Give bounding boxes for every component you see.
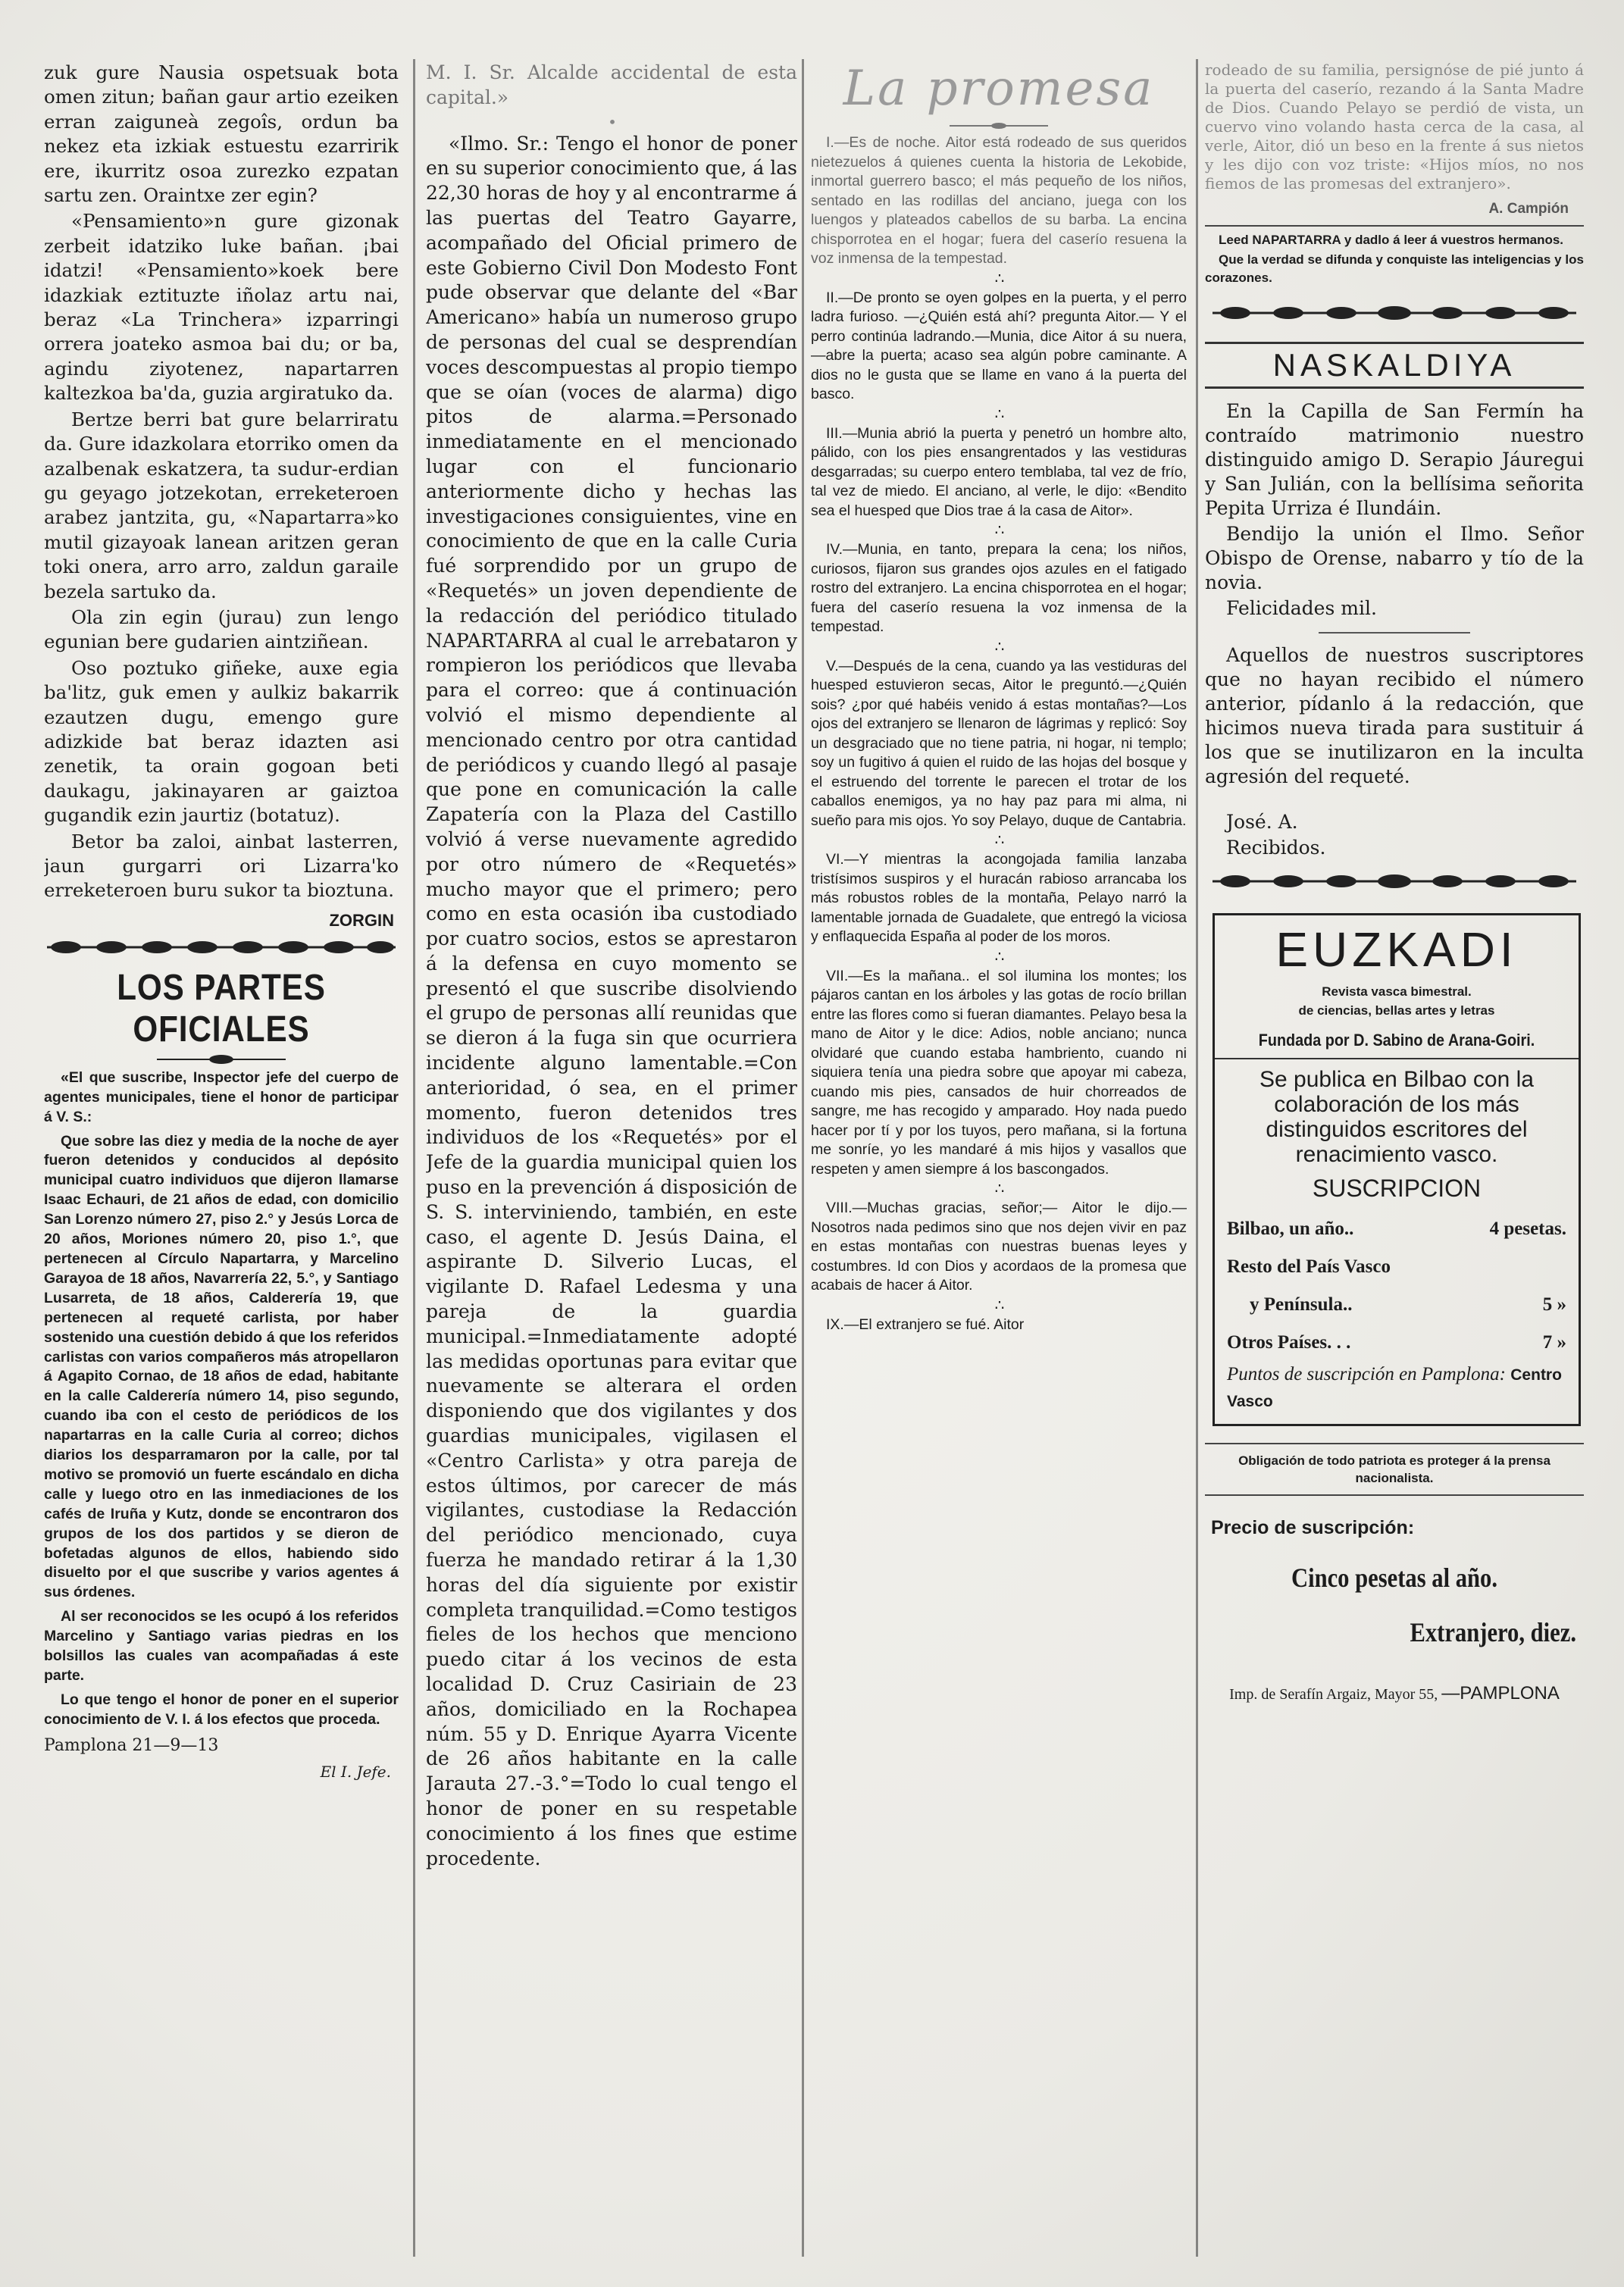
price-value: 5 »	[1542, 1294, 1566, 1315]
column-3	[811, 61, 1187, 2257]
letter-heading: M. I. Sr. Alcalde accidental de esta capital.»	[426, 61, 797, 108]
leed-line: Leed NAPARTARRA y dadlo á leer á vuestros hermanos.	[1219, 233, 1564, 247]
asterism: ∴	[994, 948, 1003, 965]
ad-body: Se publica en Bilbao con la colaboración de los más distinguidos escritores del renacimiento vasco.	[1259, 1067, 1534, 1167]
article-paragraph: Oso poztuko giñeke, auxe egia ba'litz, guk emen y aulkiz bakarrik ezautzen dugu, emengo gure adizkide bat beraz idazten asi zenetik, ta orain gogoan beti daukagu, jakinayaren ar gaiztoa gugandik ezin jaurtiz (botatuz).	[44, 656, 399, 827]
partes-paragraph: «El que suscribe, Inspector jefe del cuerpo de agentes municipales, tiene el honor de participar á V. S.:	[44, 1068, 399, 1125]
asterism: ∴	[994, 832, 1003, 849]
price-label: Resto del País Vasco	[1227, 1256, 1391, 1277]
price-row	[1222, 1324, 1571, 1362]
ornament-divider	[1205, 868, 1584, 895]
ornament-divider	[1205, 299, 1584, 327]
story-author: A. Campión	[1488, 201, 1569, 217]
story-section: IX.—El extranjero se fué. Aitor	[826, 1316, 1025, 1333]
naskaldiya-news	[1205, 399, 1584, 860]
story-continuation	[1205, 61, 1584, 193]
short-divider	[1205, 622, 1584, 643]
price-row	[1222, 1286, 1571, 1324]
title-underline-ornament	[44, 1050, 399, 1068]
asterism: ∴	[994, 270, 1003, 287]
news-paragraph: Bendijo la unión el Ilmo. Señor Obispo de Orense, nabarro y tío de la novia.	[1205, 523, 1584, 593]
story-title: La promesa	[843, 61, 1155, 117]
column-1	[44, 61, 399, 2257]
news-paragraph: En la Capilla de San Fermín ha contraído matrimonio nuestro distinguido amigo D. Serapio Jáuregui y San Julián, con la bellísima señorita Pepita Urriza é Ilundáin.	[1205, 400, 1584, 519]
place-date: Pamplona 21—9—13	[44, 1735, 219, 1755]
ad-subscription-heading: SUSCRIPCION	[1312, 1175, 1482, 1202]
asterism: ∴	[994, 405, 1003, 423]
story-text	[811, 133, 1187, 1334]
asterism: •	[608, 112, 615, 131]
price-row	[1222, 1210, 1571, 1248]
notice-signature: José. A.	[1226, 811, 1298, 833]
story-section: VII.—Es la mañana.. el sol ilumina los montes; los pájaros cantan en los árboles y las gotas de rocío brillan entre las flores como si fueran diamantes. Pelayo besa la mano de Aitor y le dice: Adios, noble anciano; nunca olvidaré que cuando estaba hambriento, cuando ni siquiera tenía una piedra sobre que apoyar mi cabeza, cuando mis pies, cansados de huir chorreados de sangre, me has recogido y amparado. Hoy nada puedo hacer por tí y por los tuyos, pero mañana, si la fortuna me sonríe, yo les mandaré á mis hijos y vasallos que respeten y amen siempre á los bascongados.	[811, 967, 1187, 1178]
leed-line: Que la verdad se difunda y conquiste las inteligencias y los corazones.	[1205, 252, 1584, 285]
letter-body: «Ilmo. Sr.: Tengo el honor de poner en su superior conocimiento que, á las 22,30 horas de hoy y al encontrarme á las puertas del Teatro Gayarre, acompañado del Oficial primero de este Gobierno Civil Don Modesto Font pude observar que delante del «Bar Americano» había un numeroso grupo de personas del cual se desprendían voces descompuestas al propio tiempo que se oían (voces de alarma) digo pitos de alarma.=Personado inmediatamente en el mencionado lugar con el funcionario anteriormente dicho y hechas las investigaciones consiguientes, vine en conocimiento de que en la calle Curia fué sorprendido por un grupo de «Requetés» un joven dependiente de la redacción del periódico titulado NAPARTARRA al cual le arrebataron y rompieron los periódicos que llevaba para el correo: que á continuación volvió el mismo dependiente al mencionado centro por otra cantidad de periódicos y cuando llegó al pasaje que pone en comunicación la calle Zapatería con la Plaza del Castillo volvió á verse nuevamente agredido por otro número de «Requetés» mucho mayor que el primero; pero como en esta ocasión iba custodiado por cuatro socios, estos se aprestaron á la defensa en cuyo momento se presentó el que suscribe disolviendo el grupo de personas allí reunidas que se dieron á la fuga sin que ocurriera incidente alguno lamentable.=Con anterioridad, ó sea, en el primer momento, fueron detenidos tres individuos de los «Requetés» por el Jefe de la guardia municipal quien los puso en la prevención á disposición de S. S. interviniendo, también, en este caso, el agente D. Jesús Daina, el aspirante D. Silverio Lucas, el vigilante D. Rafael Ledesma y una pareja de la guardia municipal.=Inmediatamente adopté las medidas oportunas para evitar que nuevamente se alterara el orden disponiendo que dos vigilantes y dos guardias municipales, vigilasen el «Centro Carlista» y otra pareja de estos últimos, por carecer de más vigilantes, custodiase la Redacción del periódico mencionado, cuya fuerza he mandado retirar á la 1,30 horas del día siguiente por existir completa tranquilidad.=Como testigos fieles de los hechos que menciono puedo citar á los vecinos de esta localidad D. Cruz Casiriain de 23 años, domiciliado en la Rochapea núm. 55 y D. Enrique Ayarra Vicente de 26 años habitante en la calle Jarauta 27.-3.°=Todo lo cual tengo el honor de poner en su respetable conocimiento á los fines que estime procedente.	[426, 132, 797, 1869]
price-label: y Península..	[1250, 1294, 1353, 1315]
column-rule	[413, 59, 415, 2257]
ad-founder: Fundada por D. Sabino de Arana-Goiri.	[1258, 1031, 1535, 1050]
price-main: Cinco pesetas al año.	[1291, 1563, 1497, 1593]
column-4	[1205, 61, 1584, 2257]
story-section: IV.—Munia, en tanto, prepara la cena; los niños, curiosos, fijaron sus grandes ojos azules en el fatigado rostro del extranjero. La encina chisporrotea en el hogar; fuera del caserío resuena la voz inmensa de la tempestad.	[811, 541, 1187, 635]
price-row	[1222, 1248, 1571, 1286]
column-rule	[802, 59, 804, 2257]
ad-subtitle: de ciencias, bellas artes y letras	[1298, 1003, 1495, 1018]
column-rule	[1196, 59, 1198, 2257]
article-paragraph: Betor ba zaloi, ainbat lasterren, jaun gurgarri ori Lizarra'ko erreketeroen buru sukor ta bioztuna.	[44, 830, 399, 902]
notice-paragraph: Aquellos de nuestros suscriptores que no hayan recibido el número anterior, pídanlo á la redacción, que hicimos nueva tirada para sustituir á los que se inutilizaron en la inculta agresión del requeté.	[1205, 644, 1584, 787]
received-line: Recibidos.	[1226, 837, 1326, 859]
subscription-points	[1222, 1362, 1571, 1415]
continuation-paragraph: rodeado de su familia, persignóse de pié junto á la puerta del caserío, rezando á la Santa Madre de Dios. Cuando Pelayo se perdió de vista, un cuervo vino volando hasta cerca de la casa, al verle, Aitor, dió un beso en la frente á sus nietos y les dijo con voz triste: «Hijos míos, no nos fiemos de las promesas del extranjero».	[1205, 61, 1584, 192]
title-underline-ornament	[811, 118, 1187, 133]
article-paragraph: Bertze berri bat gure belarriratu da. Gure idazkolara etorriko omen da azalbenak eskatzera, ta sudur-erdian gu geyago jotzekotan, erreketeroen arabez jantzita, gu, «Napartarra»ko mutil gizayoak lanean aritzen geran toki onera, arro arro, zaldun garaile bezela sartuko da.	[44, 408, 399, 602]
story-section: III.—Munia abrió la puerta y penetró un hombre alto, pálido, con los pies ensangrentados y las vestiduras desgarradas; su cuerpo entero temblaba, tal vez de frío, tal vez de miedo. El anciano, al verle, le dijo: «Bendito sea el huesped que Dios trae á la casa de Aitor».	[811, 424, 1187, 519]
story-section: VIII.—Muchas gracias, señor;— Aitor le dijo.—Nosotros nada pedimos sino que nos dejen vivir en paz en estas montañas con nuestras buenas leyes y costumbres. Id con Dios y acordaos de la promesa que acabais de hacer á Aitor.	[811, 1200, 1187, 1294]
imprint-printer: Imp. de Serafín Argaiz, Mayor 55,	[1229, 1686, 1438, 1703]
ad-title: EUZKADI	[1275, 922, 1518, 977]
partes-footer	[44, 1736, 399, 1755]
partes-paragraph: Al ser reconocidos se les ocupó á los referidos Marcelino y Santiago varias piedras en los bolsillos las cuales van acompañadas á este parte.	[44, 1608, 399, 1684]
asterism: ∴	[994, 522, 1003, 539]
price-abroad: Extranjero, diez.	[1410, 1617, 1576, 1647]
story-section: II.—De pronto se oyen golpes en la puerta, y el perro ladra furioso. —¿Quién está ahí? pregunta Aitor.— Y el perro continúa ladrando.—Munia, dice Aitor á su nuera,—abre la puerta; acaso sea algún pobre caminante. A dios no le gusta que se llame en vano á la puerta del basco.	[811, 289, 1187, 402]
column-2	[426, 61, 797, 2257]
news-paragraph: Felicidades mil.	[1226, 597, 1377, 619]
points-place: Centro Vasco	[1227, 1366, 1562, 1410]
price-title: Precio de suscripción:	[1211, 1517, 1415, 1538]
jefe-signature: El I. Jefe.	[320, 1762, 391, 1781]
ad-subtitle: Revista vasca bimestral.	[1322, 984, 1472, 999]
asterism: ∴	[994, 638, 1003, 655]
price-label: Otros Países. . .	[1227, 1332, 1351, 1353]
alcalde-letter	[426, 61, 797, 1871]
asterism: ∴	[994, 1181, 1003, 1197]
obligation-notice: Obligación de todo patriota es proteger á la prensa nacionalista.	[1205, 1443, 1584, 1496]
story-section: VI.—Y mientras la acongojada familia lanzaba tristísimos suspiros y el huracán rabioso arrancaba los más robustos robles de la montaña, Pelayo narró la lamentable jornada de Guadalete, que entregó la viciosa y enflaquecida España al poder de los moros.	[811, 851, 1187, 945]
price-value: 4 pesetas.	[1489, 1219, 1566, 1239]
euzkadi-advertisement	[1213, 913, 1581, 1426]
imprint	[1205, 1683, 1584, 1704]
section-title: NASKALDIYA	[1205, 342, 1584, 389]
partes-text	[44, 1068, 399, 1730]
price-label: Bilbao, un año..	[1227, 1219, 1354, 1239]
article-paragraph: zuk gure Nausia ospetsuak bota omen zitun; bañan gaur artio ezeiken erran zaiguneà zegoîs, ordun ba nekez eta izkiak estuestu ezarririk ere, ikurritz osoa zurezko ezpatan sartu zen. Oraintxe zer egin?	[44, 61, 399, 207]
ornament-divider	[44, 934, 399, 961]
article-signature: ZORGIN	[329, 910, 394, 930]
points-label: Puntos de suscripción en Pamplona:	[1227, 1364, 1507, 1384]
euskara-article	[44, 61, 399, 903]
story-section: V.—Después de la cena, cuando ya las vestiduras del huesped estuvieron secas, Aitor le preguntó.—¿Quién sois? ¿por qué habéis venido á estas montañas?—Los ojos del extranjero se llenaron de lágrimas y replicó: Soy un desgraciado que no tiene patria, ni hogar, ni templo; soy un fugitivo á quien el ruido de las hojas del bosque y el estruendo del torrente le parecen el trotar de los caballos enemigos, ya no hay paz para mi alma, ni sueño para mis ojos. Yo soy Pelayo, duque de Cantabria.	[811, 657, 1187, 829]
story-section: I.—Es de noche. Aitor está rodeado de sus queridos nietezuelos á quienes cuenta la historia de Lekobide, inmortal guerrero basco; el más pequeño de los niños, sentado en las rodillas del anciano, juega con los luengos y plateados cabellos de su barba. La encina chisporrotea en el hogar; fuera del caserío resuena la voz inmensa de la tempestad.	[811, 134, 1187, 267]
price-value: 7 »	[1542, 1332, 1566, 1353]
partes-paragraph: Lo que tengo el honor de poner en el superior conocimiento de V. I. á los efectos que proceda.	[44, 1691, 399, 1728]
ad-rule	[1215, 1058, 1579, 1059]
section-title: LOS PARTES OFICIALES	[117, 967, 326, 1050]
partes-paragraph: Que sobre las diez y media de la noche de ayer fueron detenidos y conducidos al depósito municipal cuatro individuos que dijeron llamarse Isaac Echauri, de 21 años de edad, con domicilio San Lorenzo número 27, piso 2.° y Jesús Lorca de 20 años, Moriones número 20, piso 1.°, que pertenecen al Círculo Napartarra, y Marcelino Garayoa de 18 años, Navarrería 22, 5.°, y Santiago Lusarreta, de 18 años, Calderería 19, que pertenecen al requeté carlista, por haber sostenido una cuestión debido á que los referidos carlistas con varios compañeros más atropellaron á Agapito Cornao, de 18 años de edad, habitante en la calle Calderería número 14, piso segundo, cuando iba con el cesto de periódicos de los napartarras en la calle Curia al correo; dichos diarios los desparramaron por la calle, por tal motivo se promovió un fuerte escándalo en dicha calle y luego otro en las inmediaciones de los cafés de Iruña y Kutz, donde se encontraron dos grupos de los dos partidos y se dieron de bofetadas algunos de ellos, habiendo sido disuelto por el que suscribe y varios agentes á sus órdenes.	[44, 1132, 399, 1601]
asterism: ∴	[994, 1297, 1003, 1314]
article-paragraph: «Pensamiento»n gure gizonak zerbeit idatziko luke bañan. ¡bai idatzi! «Pensamiento»koek bere idazkiak eztituzte iñolaz artu nai, beraz «La Trinchera» izparringi orrera joateko asmoa bai du; or ba, agindu ziyotenez, napartarren kaltezkoa ba'da, guzia argiratuko da.	[44, 210, 399, 405]
imprint-city: —PAMPLONA	[1441, 1683, 1560, 1704]
leed-notice	[1205, 225, 1584, 287]
article-paragraph: Ola zin egin (jurau) zun lengo egunian bere gudarien aintziñean.	[44, 605, 399, 653]
